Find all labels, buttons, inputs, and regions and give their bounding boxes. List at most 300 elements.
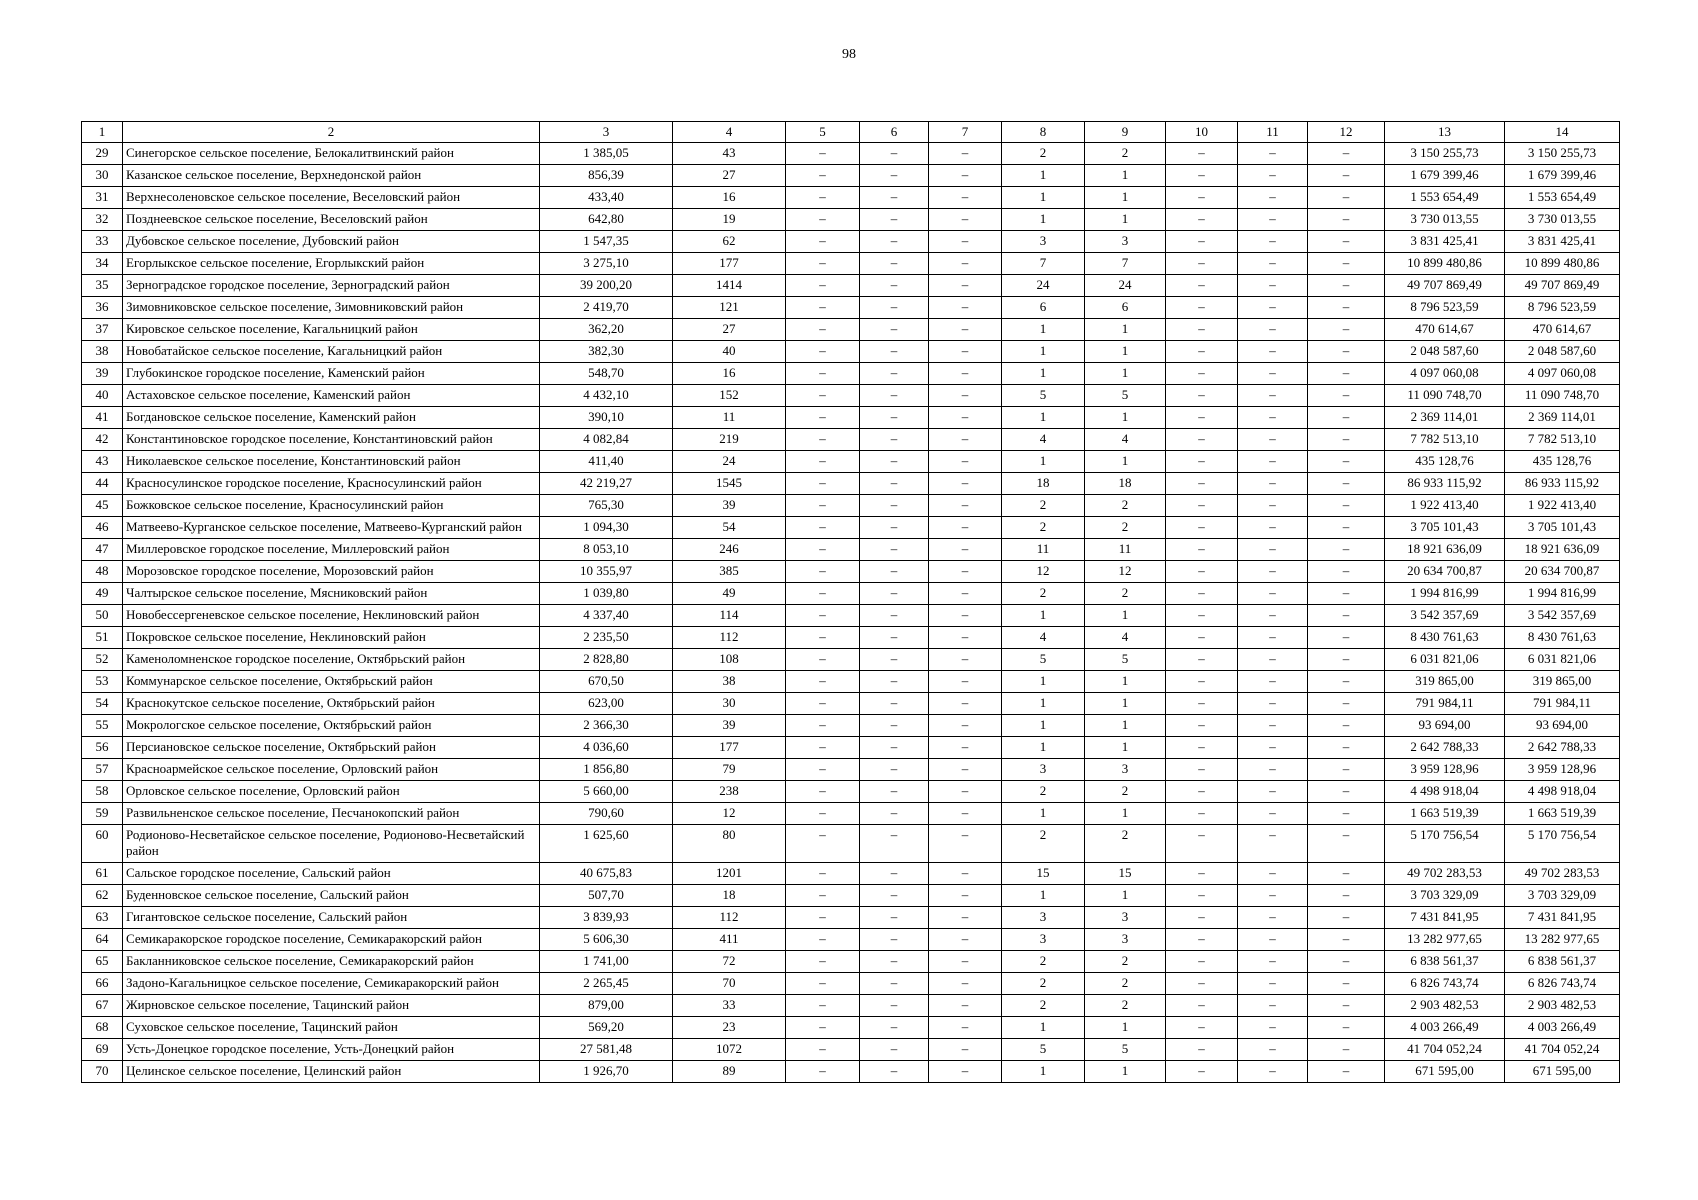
value-cell: – — [1308, 561, 1385, 583]
value-cell: 86 933 115,92 — [1385, 473, 1505, 495]
table-row — [82, 885, 1620, 907]
value-cell: 1 — [1085, 671, 1166, 693]
value-cell: – — [786, 231, 860, 253]
value-cell: – — [786, 951, 860, 973]
table-row — [82, 385, 1620, 407]
value-cell: 382,30 — [540, 341, 673, 363]
value-cell: – — [1166, 319, 1238, 341]
table-row — [82, 561, 1620, 583]
table-row — [82, 1017, 1620, 1039]
column-header-12: 12 — [1308, 122, 1385, 143]
row-number-cell: 70 — [82, 1061, 123, 1083]
value-cell: – — [1166, 253, 1238, 275]
value-cell: – — [1238, 1039, 1308, 1061]
value-cell: – — [1238, 165, 1308, 187]
value-cell: 6 826 743,74 — [1505, 973, 1620, 995]
value-cell: 7 431 841,95 — [1505, 907, 1620, 929]
value-cell: – — [1238, 803, 1308, 825]
value-cell: – — [860, 429, 929, 451]
value-cell: – — [860, 605, 929, 627]
value-cell: 1 922 413,40 — [1505, 495, 1620, 517]
value-cell: – — [1166, 275, 1238, 297]
settlement-name-cell: Суховское сельское поселение, Тацинский район — [123, 1017, 540, 1039]
value-cell: 13 282 977,65 — [1505, 929, 1620, 951]
table-row — [82, 319, 1620, 341]
value-cell: 10 355,97 — [540, 561, 673, 583]
value-cell: 1 039,80 — [540, 583, 673, 605]
settlement-name-cell: Усть-Донецкое городское поселение, Усть-Донецкий район — [123, 1039, 540, 1061]
value-cell: – — [929, 341, 1002, 363]
value-cell: 41 704 052,24 — [1385, 1039, 1505, 1061]
value-cell: – — [1308, 973, 1385, 995]
table-row — [82, 951, 1620, 973]
value-cell: 43 — [673, 143, 786, 165]
value-cell: 3 831 425,41 — [1385, 231, 1505, 253]
row-number-cell: 59 — [82, 803, 123, 825]
value-cell: – — [1308, 1061, 1385, 1083]
settlement-name-cell: Позднеевское сельское поселение, Веселовский район — [123, 209, 540, 231]
value-cell: – — [786, 715, 860, 737]
value-cell: – — [929, 187, 1002, 209]
value-cell: 24 — [673, 451, 786, 473]
value-cell: – — [929, 759, 1002, 781]
value-cell: 3 831 425,41 — [1505, 231, 1620, 253]
row-number-cell: 44 — [82, 473, 123, 495]
value-cell: 6 838 561,37 — [1385, 951, 1505, 973]
value-cell: 70 — [673, 973, 786, 995]
column-header-13: 13 — [1385, 122, 1505, 143]
settlement-name-cell: Красносулинское городское поселение, Красносулинский район — [123, 473, 540, 495]
value-cell: 49 707 869,49 — [1385, 275, 1505, 297]
value-cell: 879,00 — [540, 995, 673, 1017]
value-cell: – — [860, 275, 929, 297]
value-cell: 3 703 329,09 — [1385, 885, 1505, 907]
value-cell: – — [860, 517, 929, 539]
value-cell: 2 — [1085, 995, 1166, 1017]
value-cell: – — [860, 253, 929, 275]
value-cell: – — [860, 143, 929, 165]
value-cell: 1 — [1085, 737, 1166, 759]
settlement-name-cell: Синегорское сельское поселение, Белокалитвинский район — [123, 143, 540, 165]
value-cell: 219 — [673, 429, 786, 451]
value-cell: – — [1308, 671, 1385, 693]
value-cell: 2 903 482,53 — [1385, 995, 1505, 1017]
table-row — [82, 341, 1620, 363]
value-cell: – — [860, 209, 929, 231]
settlement-name-cell: Глубокинское городское поселение, Каменский район — [123, 363, 540, 385]
value-cell: – — [1238, 715, 1308, 737]
value-cell: – — [786, 671, 860, 693]
value-cell: 3 — [1085, 231, 1166, 253]
table-row — [82, 825, 1620, 863]
value-cell: – — [1238, 187, 1308, 209]
table-row — [82, 627, 1620, 649]
value-cell: – — [1166, 1061, 1238, 1083]
value-cell: 4 432,10 — [540, 385, 673, 407]
row-number-cell: 68 — [82, 1017, 123, 1039]
value-cell: 1 — [1085, 363, 1166, 385]
value-cell: 1 — [1085, 1017, 1166, 1039]
value-cell: – — [1238, 539, 1308, 561]
value-cell: – — [929, 319, 1002, 341]
value-cell: 39 — [673, 495, 786, 517]
settlement-name-cell: Матвеево-Курганское сельское поселение, Матвеево-Курганский район — [123, 517, 540, 539]
row-number-cell: 65 — [82, 951, 123, 973]
value-cell: – — [1308, 231, 1385, 253]
value-cell: – — [1308, 341, 1385, 363]
value-cell: 1 663 519,39 — [1505, 803, 1620, 825]
value-cell: 54 — [673, 517, 786, 539]
value-cell: – — [1308, 429, 1385, 451]
table-row — [82, 803, 1620, 825]
row-number-cell: 51 — [82, 627, 123, 649]
value-cell: – — [860, 1017, 929, 1039]
value-cell: – — [929, 363, 1002, 385]
value-cell: 2 265,45 — [540, 973, 673, 995]
value-cell: 1 547,35 — [540, 231, 673, 253]
value-cell: – — [786, 385, 860, 407]
value-cell: 2 642 788,33 — [1385, 737, 1505, 759]
value-cell: – — [786, 187, 860, 209]
value-cell: – — [1238, 231, 1308, 253]
row-number-cell: 33 — [82, 231, 123, 253]
value-cell: 507,70 — [540, 885, 673, 907]
value-cell: – — [786, 605, 860, 627]
value-cell: 246 — [673, 539, 786, 561]
value-cell: 1 — [1002, 737, 1085, 759]
value-cell: – — [860, 495, 929, 517]
row-number-cell: 29 — [82, 143, 123, 165]
table-row — [82, 759, 1620, 781]
value-cell: 7 782 513,10 — [1505, 429, 1620, 451]
table-row — [82, 539, 1620, 561]
value-cell: 3 703 329,09 — [1505, 885, 1620, 907]
value-cell: 3 730 013,55 — [1505, 209, 1620, 231]
value-cell: – — [1166, 973, 1238, 995]
value-cell: – — [1238, 863, 1308, 885]
value-cell: – — [860, 737, 929, 759]
value-cell: – — [1238, 297, 1308, 319]
value-cell: – — [1166, 781, 1238, 803]
value-cell: 2 — [1002, 495, 1085, 517]
value-cell: 3 705 101,43 — [1385, 517, 1505, 539]
column-header-1: 1 — [82, 122, 123, 143]
value-cell: 1 — [1002, 803, 1085, 825]
value-cell: 8 430 761,63 — [1385, 627, 1505, 649]
value-cell: – — [786, 253, 860, 275]
value-cell: 4 097 060,08 — [1385, 363, 1505, 385]
value-cell: 27 — [673, 165, 786, 187]
row-number-cell: 43 — [82, 451, 123, 473]
value-cell: 1 — [1002, 885, 1085, 907]
value-cell: – — [1166, 671, 1238, 693]
value-cell: – — [1308, 951, 1385, 973]
value-cell: – — [1308, 759, 1385, 781]
value-cell: – — [1166, 825, 1238, 863]
value-cell: – — [1308, 517, 1385, 539]
value-cell: – — [786, 341, 860, 363]
value-cell: 1 — [1002, 363, 1085, 385]
value-cell: – — [1238, 143, 1308, 165]
value-cell: – — [860, 231, 929, 253]
table-row — [82, 907, 1620, 929]
value-cell: 5 170 756,54 — [1385, 825, 1505, 863]
value-cell: – — [929, 995, 1002, 1017]
value-cell: – — [1308, 929, 1385, 951]
value-cell: – — [929, 825, 1002, 863]
row-number-cell: 63 — [82, 907, 123, 929]
value-cell: 1 — [1085, 407, 1166, 429]
value-cell: – — [929, 929, 1002, 951]
value-cell: – — [860, 165, 929, 187]
value-cell: – — [929, 297, 1002, 319]
settlement-name-cell: Дубовское сельское поселение, Дубовский район — [123, 231, 540, 253]
value-cell: 1201 — [673, 863, 786, 885]
value-cell: 470 614,67 — [1505, 319, 1620, 341]
column-header-8: 8 — [1002, 122, 1085, 143]
row-number-cell: 48 — [82, 561, 123, 583]
settlement-name-cell: Кировское сельское поселение, Кагальницкий район — [123, 319, 540, 341]
row-number-cell: 34 — [82, 253, 123, 275]
value-cell: – — [860, 341, 929, 363]
row-number-cell: 56 — [82, 737, 123, 759]
value-cell: – — [860, 297, 929, 319]
value-cell: – — [1308, 1039, 1385, 1061]
value-cell: 112 — [673, 627, 786, 649]
value-cell: – — [1238, 275, 1308, 297]
table-row — [82, 715, 1620, 737]
value-cell: 5 — [1002, 385, 1085, 407]
value-cell: – — [860, 863, 929, 885]
value-cell: 2 — [1002, 781, 1085, 803]
value-cell: 1 — [1085, 209, 1166, 231]
value-cell: – — [1308, 407, 1385, 429]
value-cell: – — [786, 781, 860, 803]
row-number-cell: 36 — [82, 297, 123, 319]
value-cell: 569,20 — [540, 1017, 673, 1039]
value-cell: 1 — [1085, 341, 1166, 363]
value-cell: – — [929, 715, 1002, 737]
value-cell: 2 903 482,53 — [1505, 995, 1620, 1017]
value-cell: 2 — [1085, 495, 1166, 517]
value-cell: 1 — [1002, 165, 1085, 187]
value-cell: 11 — [1002, 539, 1085, 561]
value-cell: 39 200,20 — [540, 275, 673, 297]
value-cell: 3 — [1002, 231, 1085, 253]
value-cell: – — [1166, 297, 1238, 319]
column-header-4: 4 — [673, 122, 786, 143]
settlement-name-cell: Верхнесоленовское сельское поселение, Веселовский район — [123, 187, 540, 209]
value-cell: 1 994 816,99 — [1385, 583, 1505, 605]
value-cell: – — [1166, 407, 1238, 429]
value-cell: 2 — [1085, 517, 1166, 539]
settlement-name-cell: Морозовское городское поселение, Морозовский район — [123, 561, 540, 583]
row-number-cell: 32 — [82, 209, 123, 231]
value-cell: – — [929, 781, 1002, 803]
value-cell: – — [860, 1061, 929, 1083]
value-cell: – — [860, 649, 929, 671]
value-cell: – — [1166, 429, 1238, 451]
table-row — [82, 863, 1620, 885]
value-cell: – — [786, 759, 860, 781]
value-cell: 11 090 748,70 — [1505, 385, 1620, 407]
table-row — [82, 1061, 1620, 1083]
value-cell: 108 — [673, 649, 786, 671]
value-cell: – — [786, 451, 860, 473]
value-cell: 1 — [1085, 165, 1166, 187]
value-cell: 1 — [1002, 407, 1085, 429]
value-cell: 38 — [673, 671, 786, 693]
value-cell: – — [1166, 649, 1238, 671]
value-cell: – — [1166, 907, 1238, 929]
value-cell: 3 150 255,73 — [1385, 143, 1505, 165]
table-row — [82, 929, 1620, 951]
value-cell: – — [1166, 561, 1238, 583]
value-cell: – — [1308, 715, 1385, 737]
value-cell: – — [860, 973, 929, 995]
value-cell: – — [929, 429, 1002, 451]
value-cell: 1072 — [673, 1039, 786, 1061]
value-cell: – — [1166, 583, 1238, 605]
row-number-cell: 53 — [82, 671, 123, 693]
value-cell: – — [1166, 517, 1238, 539]
value-cell: 8 796 523,59 — [1505, 297, 1620, 319]
value-cell: – — [860, 951, 929, 973]
value-cell: 3 — [1085, 907, 1166, 929]
value-cell: – — [1166, 143, 1238, 165]
value-cell: 1 — [1002, 341, 1085, 363]
value-cell: – — [929, 671, 1002, 693]
value-cell: – — [1166, 539, 1238, 561]
value-cell: 1 385,05 — [540, 143, 673, 165]
value-cell: 3 542 357,69 — [1385, 605, 1505, 627]
value-cell: – — [860, 907, 929, 929]
value-cell: 4 — [1085, 627, 1166, 649]
value-cell: 2 369 114,01 — [1505, 407, 1620, 429]
value-cell: 112 — [673, 907, 786, 929]
value-cell: – — [1308, 885, 1385, 907]
data-table — [81, 121, 1620, 1083]
value-cell: 6 — [1002, 297, 1085, 319]
value-cell: 11 — [1085, 539, 1166, 561]
value-cell: 16 — [673, 187, 786, 209]
settlement-name-cell: Константиновское городское поселение, Константиновский район — [123, 429, 540, 451]
column-header-6: 6 — [860, 122, 929, 143]
value-cell: 411,40 — [540, 451, 673, 473]
value-cell: 16 — [673, 363, 786, 385]
row-number-cell: 46 — [82, 517, 123, 539]
value-cell: – — [1308, 825, 1385, 863]
value-cell: – — [929, 693, 1002, 715]
value-cell: – — [860, 671, 929, 693]
value-cell: – — [1238, 605, 1308, 627]
value-cell: 12 — [673, 803, 786, 825]
value-cell: – — [1166, 341, 1238, 363]
value-cell: – — [1166, 715, 1238, 737]
value-cell: – — [786, 995, 860, 1017]
settlement-name-cell: Николаевское сельское поселение, Константиновский район — [123, 451, 540, 473]
settlement-name-cell: Каменоломненское городское поселение, Октябрьский район — [123, 649, 540, 671]
value-cell: – — [860, 693, 929, 715]
value-cell: 1 679 399,46 — [1505, 165, 1620, 187]
value-cell: – — [786, 319, 860, 341]
value-cell: – — [929, 583, 1002, 605]
value-cell: – — [1308, 319, 1385, 341]
value-cell: 5 — [1085, 385, 1166, 407]
table-row — [82, 363, 1620, 385]
row-number-cell: 41 — [82, 407, 123, 429]
value-cell: 2 — [1085, 781, 1166, 803]
value-cell: – — [1166, 473, 1238, 495]
value-cell: – — [786, 407, 860, 429]
value-cell: – — [1166, 863, 1238, 885]
value-cell: – — [929, 275, 1002, 297]
table-row — [82, 451, 1620, 473]
value-cell: 470 614,67 — [1385, 319, 1505, 341]
value-cell: – — [1308, 165, 1385, 187]
value-cell: 33 — [673, 995, 786, 1017]
value-cell: – — [1238, 583, 1308, 605]
table-row — [82, 583, 1620, 605]
value-cell: – — [786, 429, 860, 451]
value-cell: – — [786, 143, 860, 165]
row-number-cell: 58 — [82, 781, 123, 803]
settlement-name-cell: Зимовниковское сельское поселение, Зимовниковский район — [123, 297, 540, 319]
value-cell: – — [1238, 781, 1308, 803]
value-cell: 2 — [1002, 583, 1085, 605]
value-cell: 671 595,00 — [1385, 1061, 1505, 1083]
value-cell: 1 — [1002, 451, 1085, 473]
value-cell: 1 553 654,49 — [1505, 187, 1620, 209]
value-cell: – — [1166, 929, 1238, 951]
value-cell: 1 663 519,39 — [1385, 803, 1505, 825]
value-cell: – — [860, 1039, 929, 1061]
value-cell: 5 606,30 — [540, 929, 673, 951]
value-cell: 5 660,00 — [540, 781, 673, 803]
value-cell: – — [929, 253, 1002, 275]
value-cell: 13 282 977,65 — [1385, 929, 1505, 951]
value-cell: – — [1166, 385, 1238, 407]
value-cell: – — [786, 165, 860, 187]
value-cell: 4 — [1002, 627, 1085, 649]
value-cell: 10 899 480,86 — [1505, 253, 1620, 275]
settlement-name-cell: Целинское сельское поселение, Целинский район — [123, 1061, 540, 1083]
value-cell: 177 — [673, 253, 786, 275]
value-cell: – — [1166, 231, 1238, 253]
value-cell: 1 — [1002, 187, 1085, 209]
value-cell: 1 — [1085, 803, 1166, 825]
value-cell: 7 431 841,95 — [1385, 907, 1505, 929]
value-cell: 18 921 636,09 — [1385, 539, 1505, 561]
value-cell: – — [929, 209, 1002, 231]
value-cell: 670,50 — [540, 671, 673, 693]
row-number-cell: 37 — [82, 319, 123, 341]
row-number-cell: 61 — [82, 863, 123, 885]
value-cell: – — [929, 165, 1002, 187]
value-cell: 27 581,48 — [540, 1039, 673, 1061]
value-cell: – — [786, 209, 860, 231]
value-cell: – — [929, 951, 1002, 973]
value-cell: – — [860, 885, 929, 907]
value-cell: – — [1238, 951, 1308, 973]
value-cell: 121 — [673, 297, 786, 319]
value-cell: – — [860, 363, 929, 385]
value-cell: 2 235,50 — [540, 627, 673, 649]
value-cell: – — [786, 929, 860, 951]
value-cell: 49 702 283,53 — [1505, 863, 1620, 885]
value-cell: – — [786, 583, 860, 605]
value-cell: 5 — [1002, 1039, 1085, 1061]
